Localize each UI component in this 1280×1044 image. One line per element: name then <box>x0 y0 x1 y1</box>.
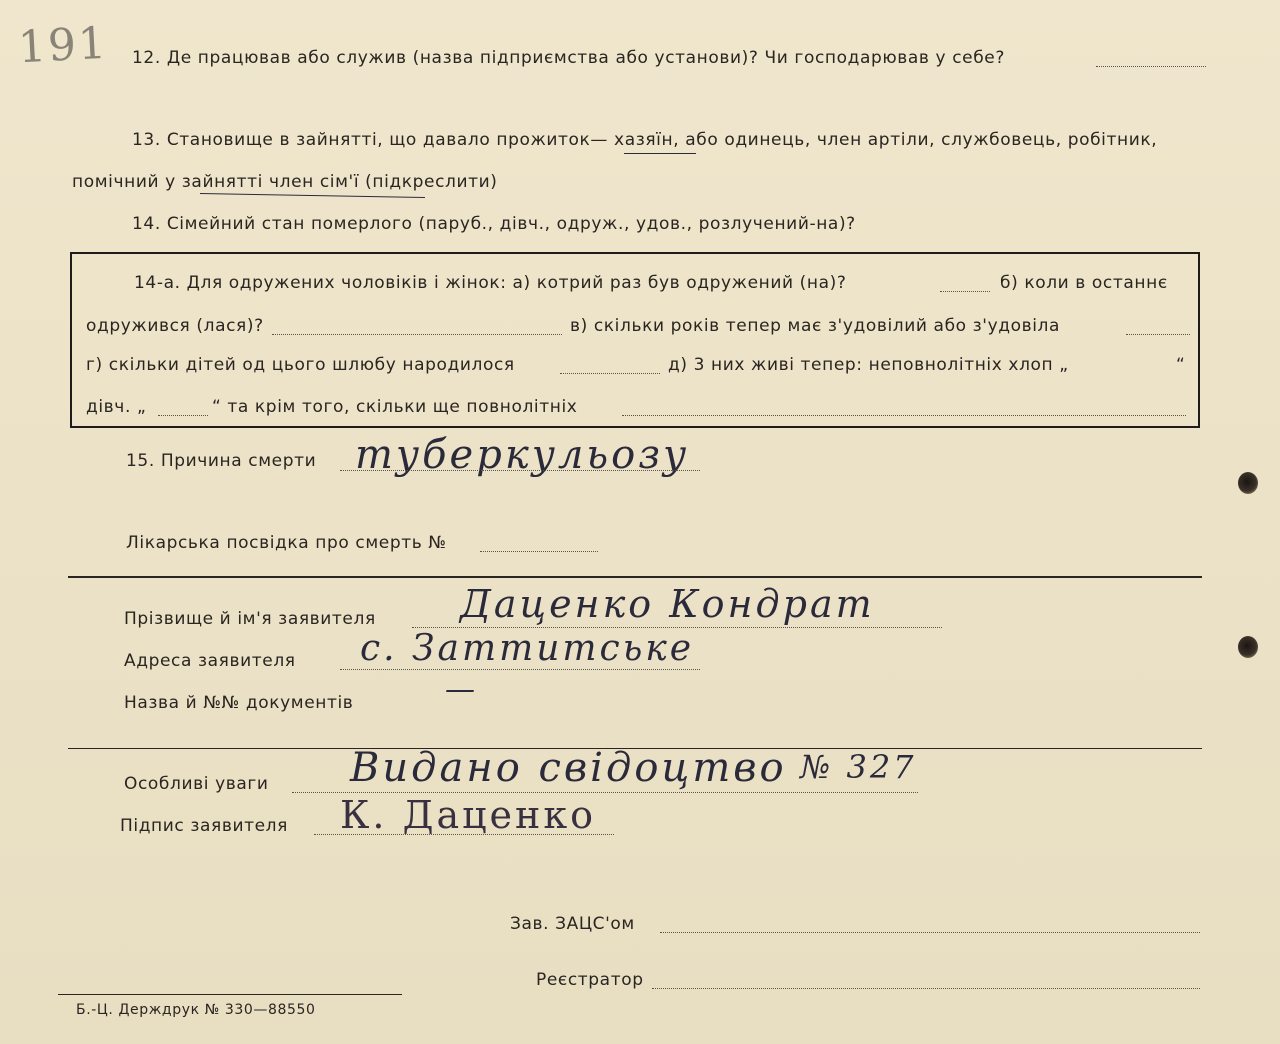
question-13-line2: помічний у зайнятті член сім'ї (підкреслити) <box>72 172 498 192</box>
applicant-address-fill <box>340 669 700 670</box>
question-12: 12. Де працював або служив (назва підприємства або установи)? Чи господарював у себе? <box>132 48 1005 68</box>
section-divider <box>68 576 1202 578</box>
q14a-line1b: б) коли в останнє <box>1000 273 1168 293</box>
q14a-fill-b <box>272 334 562 335</box>
q14a-fill-girls <box>158 415 208 416</box>
question-13-line1: 13. Становище в зайнятті, що давало прожиток— хазяїн, або одинець, член артіли, службовець, робітник, <box>132 130 1158 150</box>
signature-fill <box>314 834 614 835</box>
applicant-name-handwriting: Даценко Кондрат <box>460 582 875 626</box>
q14a-line2b: в) скільки років тепер має з'удовілий або з'удовіла <box>570 316 1061 336</box>
footer-rule <box>58 994 402 995</box>
medical-certificate-fill <box>480 551 598 552</box>
q14a-fill-adults <box>622 415 1186 416</box>
q14a-line1a: 14-а. Для одружених чоловіків і жінок: а) котрий раз був одружений (на)? <box>134 273 847 293</box>
question-14: 14. Сімейний стан померлого (паруб., дівч., одруж., удов., розлучений-на)? <box>132 214 856 234</box>
applicant-signature-label: Підпис заявителя <box>120 816 288 836</box>
applicant-name-label: Прізвище й ім'я заявителя <box>124 609 376 629</box>
q14a-line4a: дівч. „ <box>86 397 147 417</box>
question-15-label: 15. Причина смерти <box>126 451 317 471</box>
registry-head-fill <box>660 932 1200 933</box>
q15-fill-line <box>340 470 700 471</box>
printer-imprint: Б.-Ц. Держдрук № 330—88550 <box>76 1002 316 1018</box>
applicant-address-handwriting: с. Заттитське <box>360 628 695 669</box>
registry-head-label: Зав. ЗАЦС'ом <box>510 914 635 934</box>
q14a-line3b: д) 3 них живі тепер: неповнолітніх хлоп „ <box>668 355 1069 375</box>
q14a-line2a: одружився (лася)? <box>86 316 264 336</box>
q14a-fill-v <box>1126 334 1190 335</box>
registrar-fill <box>652 988 1200 989</box>
special-notes-label: Особливі уваги <box>124 774 269 794</box>
special-notes-number-handwriting: № 327 <box>800 748 917 786</box>
documents-label: Назва й №№ документів <box>124 693 354 713</box>
q12-fill-line <box>1096 66 1206 67</box>
q14a-fill-a <box>940 291 990 292</box>
binder-hole-top <box>1238 472 1258 494</box>
special-notes-handwriting: Видано свідоцтво <box>350 745 787 791</box>
q14a-line4b: “ та крім того, скільки ще повнолітніх <box>212 397 578 417</box>
underline-hazyain <box>624 153 696 154</box>
cause-of-death-handwriting: туберкульозу <box>355 432 690 478</box>
pencil-margin-note: 191 <box>16 17 110 74</box>
q14a-line3a: г) скільки дітей од цього шлюбу народилося <box>86 355 515 375</box>
medical-certificate-label: Лікарська посвідка про смерть № <box>126 533 447 553</box>
q14a-line3c: “ <box>1176 355 1186 375</box>
applicant-address-label: Адреса заявителя <box>124 651 296 671</box>
binder-hole-bottom <box>1238 636 1258 658</box>
registrar-label: Реєстратор <box>536 970 644 990</box>
applicant-signature: К. Даценко <box>340 793 596 837</box>
documents-handwriting: — <box>445 672 478 707</box>
q14a-fill-g <box>560 373 660 374</box>
underline-family-member <box>200 193 425 198</box>
